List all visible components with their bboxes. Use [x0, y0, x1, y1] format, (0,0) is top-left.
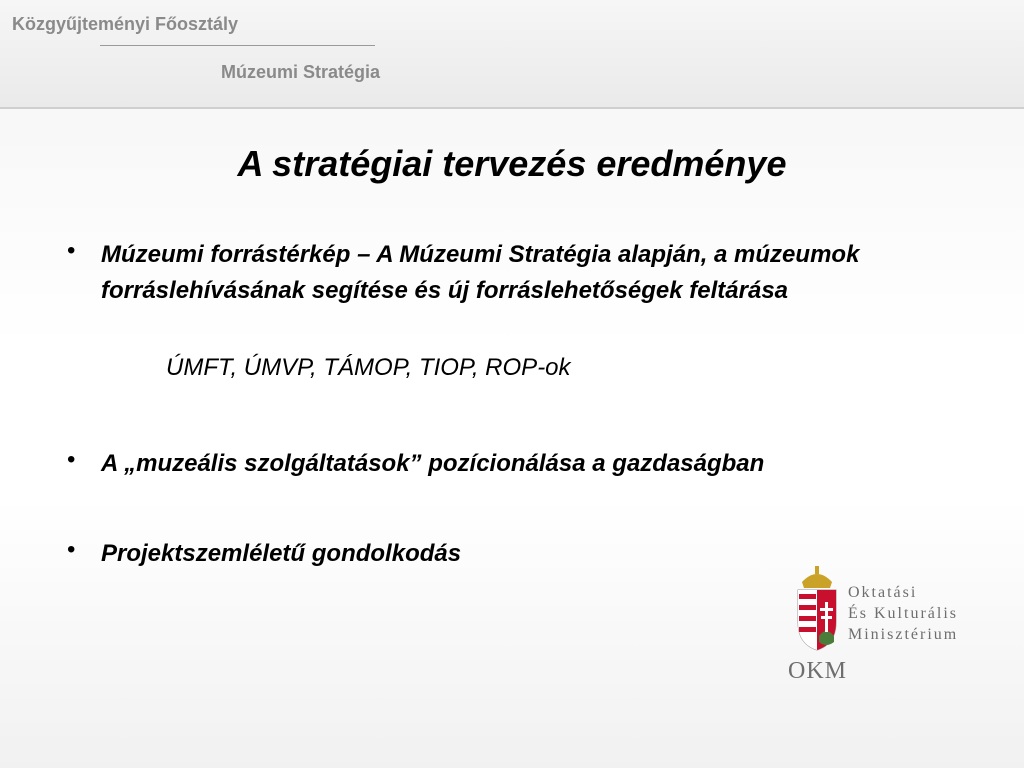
funding-programs: ÚMFT, ÚMVP, TÁMOP, TIOP, ROP-ok	[166, 354, 571, 381]
slide-title: A stratégiai tervezés eredménye	[237, 143, 787, 184]
bullet-text-2: A „muzeális szolgáltatások” pozícionálása a gazdaságban	[101, 450, 765, 477]
header-band	[0, 0, 1024, 109]
bullet-marker: •	[67, 237, 76, 264]
bullet-text-1: Múzeumi forrástérkép – A Múzeumi Stratégia alapján, a múzeumok forráslehívásának segítése és új forráslehetőségek feltárása	[101, 241, 860, 304]
bullet-text-3: Projektszemléletű gondolkodás	[101, 540, 462, 567]
bullet-marker: •	[67, 536, 76, 563]
ministry-logo	[780, 562, 1000, 692]
logo-line: És Kulturális	[848, 605, 958, 622]
header-divider	[100, 45, 375, 46]
department-name: Közgyűjteményi Főosztály	[12, 14, 239, 34]
logo-text	[848, 582, 958, 645]
logo-line: Oktatási	[848, 584, 918, 601]
bullet-marker: •	[67, 446, 76, 473]
logo-abbreviation: OKM	[788, 658, 848, 684]
coat-of-arms-icon	[792, 564, 842, 654]
header-subtitle: Múzeumi Stratégia	[221, 62, 381, 82]
logo-line: Minisztérium	[848, 626, 959, 643]
